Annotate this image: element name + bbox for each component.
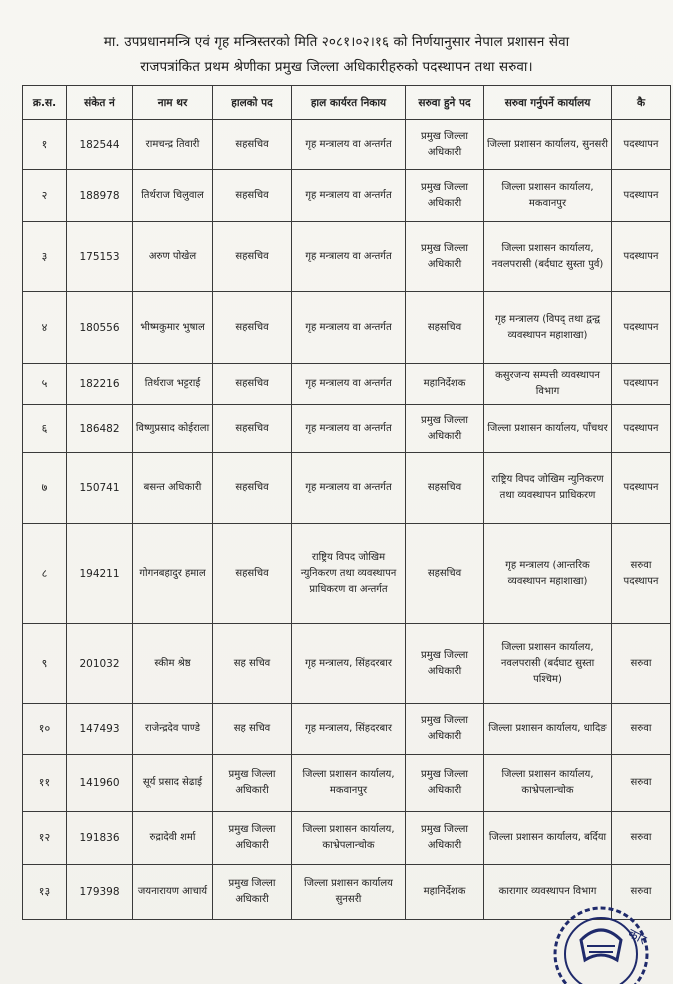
- cell-current-office: जिल्ला प्रशासन कार्यालय, मकवानपुर: [292, 755, 406, 812]
- cell-code: 141960: [67, 755, 133, 812]
- cell-code: 180556: [67, 292, 133, 364]
- cell-current-office: गृह मन्त्रालय वा अन्तर्गत: [292, 170, 406, 222]
- cell-remark: सरुवा: [612, 865, 671, 920]
- cell-serial: ९: [23, 624, 67, 704]
- cell-new-office: जिल्ला प्रशासन कार्यालय, सुनसरी: [484, 120, 612, 170]
- document-heading: [20, 30, 653, 80]
- cell-current-post: सहसचिव: [213, 120, 292, 170]
- seal-lettering: कार: [625, 926, 649, 949]
- cell-current-post: प्रमुख जिल्ला अधिकारी: [213, 812, 292, 865]
- cell-current-post: सह सचिव: [213, 704, 292, 755]
- table-row: [23, 405, 671, 453]
- table-row: [23, 453, 671, 524]
- cell-current-post: प्रमुख जिल्ला अधिकारी: [213, 865, 292, 920]
- table-row: [23, 292, 671, 364]
- cell-remark: पदस्थापन: [612, 405, 671, 453]
- cell-code: 191836: [67, 812, 133, 865]
- table-row: [23, 812, 671, 865]
- table-row: [23, 120, 671, 170]
- seal-graphic: [543, 890, 653, 984]
- cell-name: स्कीम श्रेष्ठ: [133, 624, 213, 704]
- table-body: [23, 120, 671, 920]
- cell-name: भीष्मकुमार भुषाल: [133, 292, 213, 364]
- transfer-table: [22, 85, 671, 920]
- cell-new-post: प्रमुख जिल्ला अधिकारी: [406, 812, 484, 865]
- cell-new-post: प्रमुख जिल्ला अधिकारी: [406, 405, 484, 453]
- cell-new-office: जिल्ला प्रशासन कार्यालय, पाँचथर: [484, 405, 612, 453]
- cell-new-post: महानिर्देशक: [406, 364, 484, 405]
- cell-serial: १: [23, 120, 67, 170]
- cell-new-office: जिल्ला प्रशासन कार्यालय, बर्दिया: [484, 812, 612, 865]
- cell-code: 201032: [67, 624, 133, 704]
- table-row: [23, 170, 671, 222]
- cell-new-office: जिल्ला प्रशासन कार्यालय, नवलपरासी (बर्दघाट सुस्ता पुर्व): [484, 222, 612, 292]
- cell-remark: पदस्थापन: [612, 170, 671, 222]
- cell-remark: पदस्थापन: [612, 120, 671, 170]
- cell-serial: १३: [23, 865, 67, 920]
- cell-remark: सरुवा: [612, 755, 671, 812]
- cell-new-office: जिल्ला प्रशासन कार्यालय, मकवानपुर: [484, 170, 612, 222]
- cell-current-office: गृह मन्त्रालय वा अन्तर्गत: [292, 453, 406, 524]
- cell-new-post: प्रमुख जिल्ला अधिकारी: [406, 704, 484, 755]
- cell-new-post: सहसचिव: [406, 524, 484, 624]
- cell-current-post: सहसचिव: [213, 222, 292, 292]
- cell-new-office: जिल्ला प्रशासन कार्यालय, नवलपरासी (बर्दघाट सुस्ता पश्चिम): [484, 624, 612, 704]
- cell-code: 175153: [67, 222, 133, 292]
- cell-new-post: प्रमुख जिल्ला अधिकारी: [406, 624, 484, 704]
- cell-name: विष्णुप्रसाद कोईराला: [133, 405, 213, 453]
- cell-serial: ४: [23, 292, 67, 364]
- cell-serial: १०: [23, 704, 67, 755]
- cell-remark: पदस्थापन: [612, 453, 671, 524]
- col-header-serial: क्र.स.: [23, 86, 67, 120]
- cell-name: अरुण पोखेल: [133, 222, 213, 292]
- cell-current-office: गृह मन्त्रालय वा अन्तर्गत: [292, 222, 406, 292]
- cell-current-post: सह सचिव: [213, 624, 292, 704]
- cell-name: गोगनबहादुर हमाल: [133, 524, 213, 624]
- table-row: [23, 364, 671, 405]
- cell-name: बसन्त अधिकारी: [133, 453, 213, 524]
- heading-line-1: मा. उपप्रधानमन्त्रि एवं गृह मन्त्रिस्तरको मिति २०८१।०२।१६ को निर्णयानुसार नेपाल प्रशासन सेवा: [103, 34, 570, 50]
- cell-new-post: प्रमुख जिल्ला अधिकारी: [406, 222, 484, 292]
- table-row: [23, 222, 671, 292]
- col-header-code: संकेत नं: [67, 86, 133, 120]
- cell-remark: सरुवा: [612, 812, 671, 865]
- col-header-current-office: हाल कार्यरत निकाय: [292, 86, 406, 120]
- cell-current-post: सहसचिव: [213, 170, 292, 222]
- cell-code: 147493: [67, 704, 133, 755]
- cell-name: सूर्य प्रसाद सेढाई: [133, 755, 213, 812]
- cell-current-office: जिल्ला प्रशासन कार्यालय, काभ्रेपलान्चोक: [292, 812, 406, 865]
- cell-current-post: सहसचिव: [213, 364, 292, 405]
- table-row: [23, 624, 671, 704]
- cell-remark: पदस्थापन: [612, 222, 671, 292]
- col-header-current-post: हालको पद: [213, 86, 292, 120]
- table-row: [23, 755, 671, 812]
- cell-serial: ६: [23, 405, 67, 453]
- cell-remark: सरुवा: [612, 704, 671, 755]
- table-row: [23, 704, 671, 755]
- cell-new-post: सहसचिव: [406, 292, 484, 364]
- cell-remark: पदस्थापन: [612, 292, 671, 364]
- cell-serial: १२: [23, 812, 67, 865]
- cell-current-office: गृह मन्त्रालय, सिंहदरबार: [292, 704, 406, 755]
- col-header-new-office: सरुवा गर्नुपर्ने कार्यालय: [484, 86, 612, 120]
- table-header-row: [23, 86, 671, 120]
- cell-code: 150741: [67, 453, 133, 524]
- cell-name: तिर्थराज भट्टराई: [133, 364, 213, 405]
- cell-code: 194211: [67, 524, 133, 624]
- cell-current-office: गृह मन्त्रालय वा अन्तर्गत: [292, 364, 406, 405]
- cell-serial: ७: [23, 453, 67, 524]
- cell-name: रामचन्द्र तिवारी: [133, 120, 213, 170]
- cell-new-office: गृह मन्त्रालय (विपद् तथा द्वन्द्व व्यवस्थापन महाशाखा): [484, 292, 612, 364]
- official-seal: [543, 890, 653, 984]
- cell-current-post: सहसचिव: [213, 405, 292, 453]
- cell-new-office: जिल्ला प्रशासन कार्यालय, काभ्रेपलान्चोक: [484, 755, 612, 812]
- cell-current-post: सहसचिव: [213, 453, 292, 524]
- col-header-remark: कै: [612, 86, 671, 120]
- cell-remark: सरुवा पदस्थापन: [612, 524, 671, 624]
- cell-serial: २: [23, 170, 67, 222]
- cell-name: तिर्थराज चिलुवाल: [133, 170, 213, 222]
- cell-current-office: जिल्ला प्रशासन कार्यालय सुनसरी: [292, 865, 406, 920]
- cell-current-post: सहसचिव: [213, 524, 292, 624]
- cell-current-office: राष्ट्रिय विपद जोखिम न्युनिकरण तथा व्यवस्थापन प्राधिकरण वा अन्तर्गत: [292, 524, 406, 624]
- cell-new-office: राष्ट्रिय विपद जोखिम न्युनिकरण तथा व्यवस्थापन प्राधिकरण: [484, 453, 612, 524]
- cell-new-office: कारागार व्यवस्थापन विभाग: [484, 865, 612, 920]
- cell-code: 188978: [67, 170, 133, 222]
- cell-name: रुद्रादेवी शर्मा: [133, 812, 213, 865]
- cell-new-post: महानिर्देशक: [406, 865, 484, 920]
- cell-current-post: प्रमुख जिल्ला अधिकारी: [213, 755, 292, 812]
- cell-serial: ५: [23, 364, 67, 405]
- col-header-new-post: सरुवा हुने पद: [406, 86, 484, 120]
- cell-code: 182216: [67, 364, 133, 405]
- cell-remark: पदस्थापन: [612, 364, 671, 405]
- cell-current-office: गृह मन्त्रालय वा अन्तर्गत: [292, 292, 406, 364]
- cell-current-office: गृह मन्त्रालय वा अन्तर्गत: [292, 405, 406, 453]
- cell-serial: ८: [23, 524, 67, 624]
- cell-new-post: सहसचिव: [406, 453, 484, 524]
- cell-remark: सरुवा: [612, 624, 671, 704]
- cell-code: 182544: [67, 120, 133, 170]
- cell-current-office: गृह मन्त्रालय वा अन्तर्गत: [292, 120, 406, 170]
- cell-new-office: गृह मन्त्रालय (आन्तरिक व्यवस्थापन महाशाखा): [484, 524, 612, 624]
- cell-serial: ३: [23, 222, 67, 292]
- cell-name: राजेन्द्रदेव पाण्डे: [133, 704, 213, 755]
- cell-code: 186482: [67, 405, 133, 453]
- col-header-name: नाम थर: [133, 86, 213, 120]
- table-row: [23, 524, 671, 624]
- cell-current-office: गृह मन्त्रालय, सिंहदरबार: [292, 624, 406, 704]
- heading-line-2: राजपत्रांकित प्रथम श्रेणीका प्रमुख जिल्ला अधिकारीहरुको पदस्थापन तथा सरुवा।: [140, 59, 533, 75]
- cell-serial: ११: [23, 755, 67, 812]
- cell-code: 179398: [67, 865, 133, 920]
- cell-name: जयनारायण आचार्य: [133, 865, 213, 920]
- cell-new-office: जिल्ला प्रशासन कार्यालय, धादिङ: [484, 704, 612, 755]
- cell-new-post: प्रमुख जिल्ला अधिकारी: [406, 170, 484, 222]
- cell-new-post: प्रमुख जिल्ला अधिकारी: [406, 755, 484, 812]
- cell-current-post: सहसचिव: [213, 292, 292, 364]
- cell-new-post: प्रमुख जिल्ला अधिकारी: [406, 120, 484, 170]
- cell-new-office: कसुरजन्य सम्पत्ती व्यवस्थापन विभाग: [484, 364, 612, 405]
